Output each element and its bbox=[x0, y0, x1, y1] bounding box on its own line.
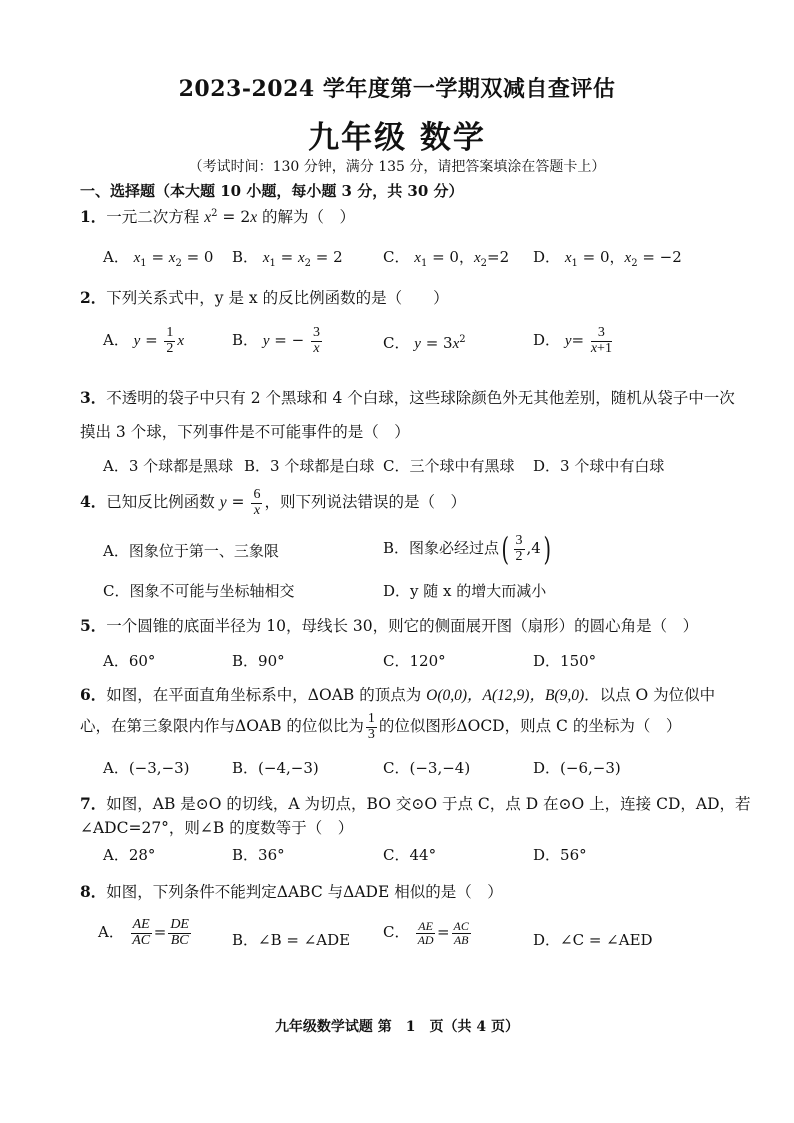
q4-option-c[interactable]: C．图象不可能与坐标轴相交 bbox=[103, 582, 295, 600]
question-7-line-2: ∠ADC=27°，则∠B 的度数等于（ ） bbox=[80, 819, 354, 837]
question-5: 5．一个圆锥的底面半径为 10，母线长 30，则它的侧面展开图（扇形）的圆心角是（ ） bbox=[80, 616, 699, 635]
q1-option-d[interactable]: D． $x_1 = 0$，$x_2 = -2$ bbox=[533, 248, 682, 269]
q1-option-a[interactable]: A． $x_1 = x_2 = 0$ bbox=[103, 248, 214, 269]
exam-note: （考试时间：130 分钟，满分 135 分，请把答案填涂在答题卡上） bbox=[188, 159, 606, 175]
q2-option-c[interactable]: C． $y = 3x^2$ bbox=[383, 334, 466, 352]
q7-option-a[interactable]: A．28° bbox=[103, 846, 156, 864]
question-2: 2．下列关系式中，y 是 x 的反比例函数的是（ ） bbox=[80, 288, 449, 307]
q7-option-c[interactable]: C．44° bbox=[383, 846, 437, 864]
q8-option-b[interactable]: B．∠B = ∠ADE bbox=[232, 931, 351, 949]
q5-option-b[interactable]: B．90° bbox=[232, 652, 285, 670]
q3-option-b[interactable]: B．3 个球都是白球 bbox=[244, 457, 375, 475]
q6-option-c[interactable]: C．(−3,−4) bbox=[383, 759, 471, 777]
q2-option-a[interactable]: A． y = $\frac{1}{2}$ x bbox=[103, 325, 185, 356]
page-footer: 九年级数学试题 第 1 页（共 4 页） bbox=[274, 1019, 520, 1035]
exam-title: 2023-2024 学年度第一学期双减自查评估 bbox=[178, 76, 616, 102]
q4-option-a[interactable]: A．图象位于第一、三象限 bbox=[103, 542, 279, 560]
question-1: 1．一元二次方程 $x^2 = 2x$ 的解为（ ） bbox=[80, 207, 356, 226]
q4-option-b[interactable]: B．图象必经过点( $\frac{3}{2}$ ,4) bbox=[383, 530, 551, 568]
q7-option-d[interactable]: D．56° bbox=[533, 846, 587, 864]
q6-option-d[interactable]: D．(−6,−3) bbox=[533, 759, 621, 777]
question-8: 8．如图，下列条件不能判定ΔABC 与ΔADE 相似的是（ ） bbox=[80, 882, 503, 901]
q8-option-d[interactable]: D．∠C = ∠AED bbox=[533, 931, 653, 949]
q2-option-b[interactable]: B． y = − $\frac{3}{x}$ bbox=[232, 325, 320, 356]
q3-option-d[interactable]: D．3 个球中有白球 bbox=[533, 457, 665, 475]
q2-option-d[interactable]: D． y= $\frac{3}{x+1}$ bbox=[533, 325, 612, 356]
question-7-line-1: 7．如图，AB 是⊙O 的切线，A 为切点，BO 交⊙O 于点 C，点 D 在⊙O 上，连接 CD，AD，若 bbox=[80, 794, 751, 813]
question-3-line-1: 3．不透明的袋子中只有 2 个黑球和 4 个白球，这些球除颜色外无其他差别，随机从袋子中一次 bbox=[80, 388, 735, 407]
q5-option-d[interactable]: D．150° bbox=[533, 652, 597, 670]
q8-option-c[interactable]: C． $\frac{AE}{AD}$ = $\frac{AC}{AB}$ bbox=[383, 919, 469, 947]
q5-option-a[interactable]: A．60° bbox=[103, 652, 156, 670]
q4-option-d[interactable]: D．y 随 x 的增大而减小 bbox=[383, 582, 547, 600]
question-3-line-2: 摸出 3 个球，下列事件是不可能事件的是（ ） bbox=[80, 423, 410, 441]
q5-option-c[interactable]: C．120° bbox=[383, 652, 446, 670]
q6-option-a[interactable]: A．(−3,−3) bbox=[103, 759, 190, 777]
q3-option-a[interactable]: A．3 个球都是黑球 bbox=[103, 457, 234, 475]
question-6-line-2: 心，在第三象限内作与ΔOAB 的位似比为 $\frac{1}{3}$ 的位似图形ΔOCD，则点 C 的坐标为（ ） bbox=[80, 711, 682, 742]
question-6-line-1: 6．如图，在平面直角坐标系中，ΔOAB 的顶点为 O(0,0)，A(12,9)，B(9,0)．以点 O 为位似中 bbox=[80, 685, 716, 704]
section-heading: 一、选择题（本大题 10 小题，每小题 3 分，共 30 分） bbox=[80, 182, 464, 200]
subject-title: 九年级 数学 bbox=[308, 120, 486, 156]
question-4: 4．已知反比例函数 y = $\frac{6}{x}$ ，则下列说法错误的是（ ） bbox=[80, 487, 466, 518]
q7-option-b[interactable]: B．36° bbox=[232, 846, 285, 864]
q3-option-c[interactable]: C．三个球中有黑球 bbox=[383, 457, 515, 475]
q1-option-c[interactable]: C． $x_1 = 0$，$x_2=2$ bbox=[383, 248, 510, 269]
q1-option-b[interactable]: B． $x_1 = x_2 = 2$ bbox=[232, 248, 343, 269]
q8-option-a[interactable]: A． $\frac{AE}{AC}$ = $\frac{DE}{BC}$ bbox=[98, 917, 189, 948]
q6-option-b[interactable]: B．(−4,−3) bbox=[232, 759, 319, 777]
